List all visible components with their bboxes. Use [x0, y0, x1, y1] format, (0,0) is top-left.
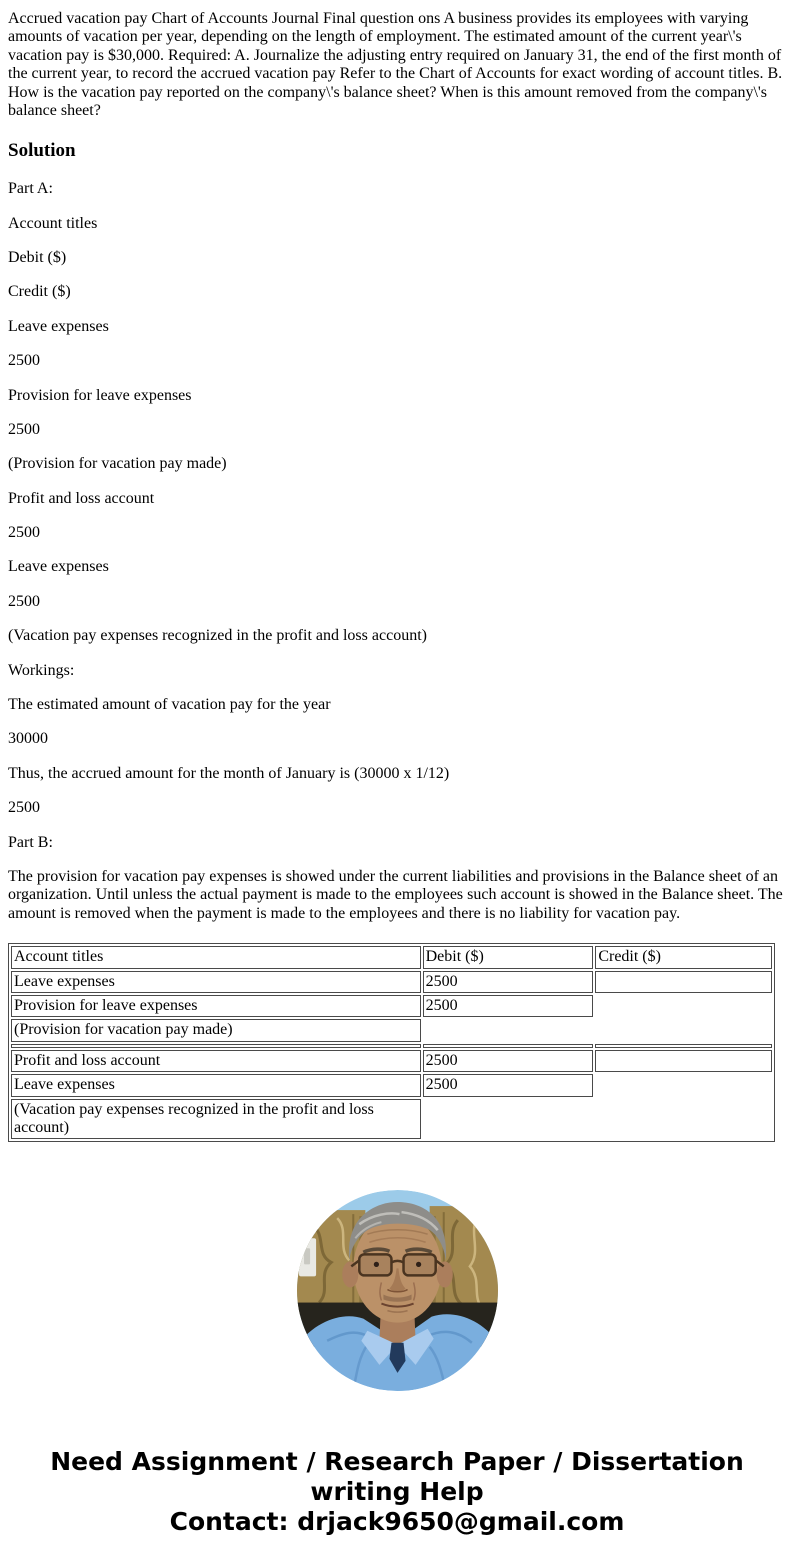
paragraph: Part B:: [8, 833, 53, 851]
table-cell: 2500: [423, 1050, 594, 1072]
table-row: [11, 946, 772, 968]
part-a-paragraphs: [8, 180, 786, 852]
table-row: [11, 1074, 772, 1096]
table-cell: Credit ($): [595, 946, 772, 968]
photo-container: [8, 1190, 786, 1396]
paragraph: 2500: [8, 524, 40, 542]
footer-contact-email: Contact: drjack9650@gmail.com: [169, 1506, 625, 1536]
paragraph: Part A:: [8, 180, 53, 198]
paragraph: The estimated amount of vacation pay for the year: [8, 696, 331, 714]
paragraph: 2500: [8, 799, 40, 817]
table-cell: 2500: [423, 1074, 594, 1096]
table-cell: [595, 971, 772, 993]
footer-help-text: Need Assignment / Research Paper / Dissertation writing Help: [50, 1446, 744, 1506]
table-row: [11, 1050, 772, 1072]
part-b-paragraph: The provision for vacation pay expenses is showed under the current liabilities and provisions in the Balance sheet of an organization. Until unless the actual payment is made to the employees such account is showed in the Balance sheet. The amount is removed when the payment is made to the employees and there is no liability for vacation pay.: [8, 868, 783, 922]
table-row: [11, 995, 772, 1017]
table-cell: Leave expenses: [11, 971, 421, 993]
table-cell: [595, 1044, 772, 1048]
paragraph: Debit ($): [8, 248, 67, 266]
paragraph: 2500: [8, 592, 40, 610]
paragraph: Leave expenses: [8, 317, 109, 335]
table-cell: [595, 1050, 772, 1072]
tutor-photo: [296, 1190, 499, 1391]
table-cell: (Provision for vacation pay made): [11, 1019, 421, 1041]
paragraph: 30000: [8, 730, 48, 748]
paragraph: Thus, the accrued amount for the month of January is (30000 x 1/12): [8, 764, 450, 782]
table-row: [11, 1099, 772, 1140]
table-cell: (Vacation pay expenses recognized in the profit and loss account): [11, 1099, 421, 1140]
table-cell: 2500: [423, 995, 594, 1017]
footer-banner: [8, 1447, 786, 1537]
table-row: [11, 1019, 772, 1041]
table-cell: Profit and loss account: [11, 1050, 421, 1072]
paragraph: (Provision for vacation pay made): [8, 455, 227, 473]
paragraph: Account titles: [8, 214, 98, 232]
intro-paragraph: Accrued vacation pay Chart of Accounts Journal Final question ons A business provides its employees with varying amounts of vacation per year, depending on the length of employment. The estimated amount of the current year\'s vacation pay is $30,000. Required: A. Journalize the adjusting entry required on January 31, the end of the first month of the current year, to record the accrued vacation pay Refer to the Chart of Accounts for exact wording of account titles. B. How is the vacation pay reported on the company\'s balance sheet? When is this amount removed from the company\'s balance sheet?: [8, 10, 783, 119]
paragraph: Workings:: [8, 661, 75, 679]
table-row: [11, 971, 772, 993]
table-cell: Leave expenses: [11, 1074, 421, 1096]
paragraph: (Vacation pay expenses recognized in the profit and loss account): [8, 627, 427, 645]
table-cell: Debit ($): [423, 946, 594, 968]
journal-table: [8, 943, 775, 1142]
table-cell: 2500: [423, 971, 594, 993]
paragraph: Credit ($): [8, 283, 71, 301]
journal-table-body: [11, 946, 772, 1139]
table-cell: Provision for leave expenses: [11, 995, 421, 1017]
portrait-illustration: [296, 1190, 499, 1391]
paragraph: Profit and loss account: [8, 489, 155, 507]
solution-heading: Solution: [8, 140, 76, 162]
paragraph: 2500: [8, 352, 40, 370]
table-cell: [11, 1044, 421, 1048]
table-row: [11, 1044, 772, 1048]
table-cell: [423, 1044, 594, 1048]
paragraph: Leave expenses: [8, 558, 109, 576]
paragraph: 2500: [8, 420, 40, 438]
paragraph: Provision for leave expenses: [8, 386, 192, 404]
table-cell: Account titles: [11, 946, 421, 968]
